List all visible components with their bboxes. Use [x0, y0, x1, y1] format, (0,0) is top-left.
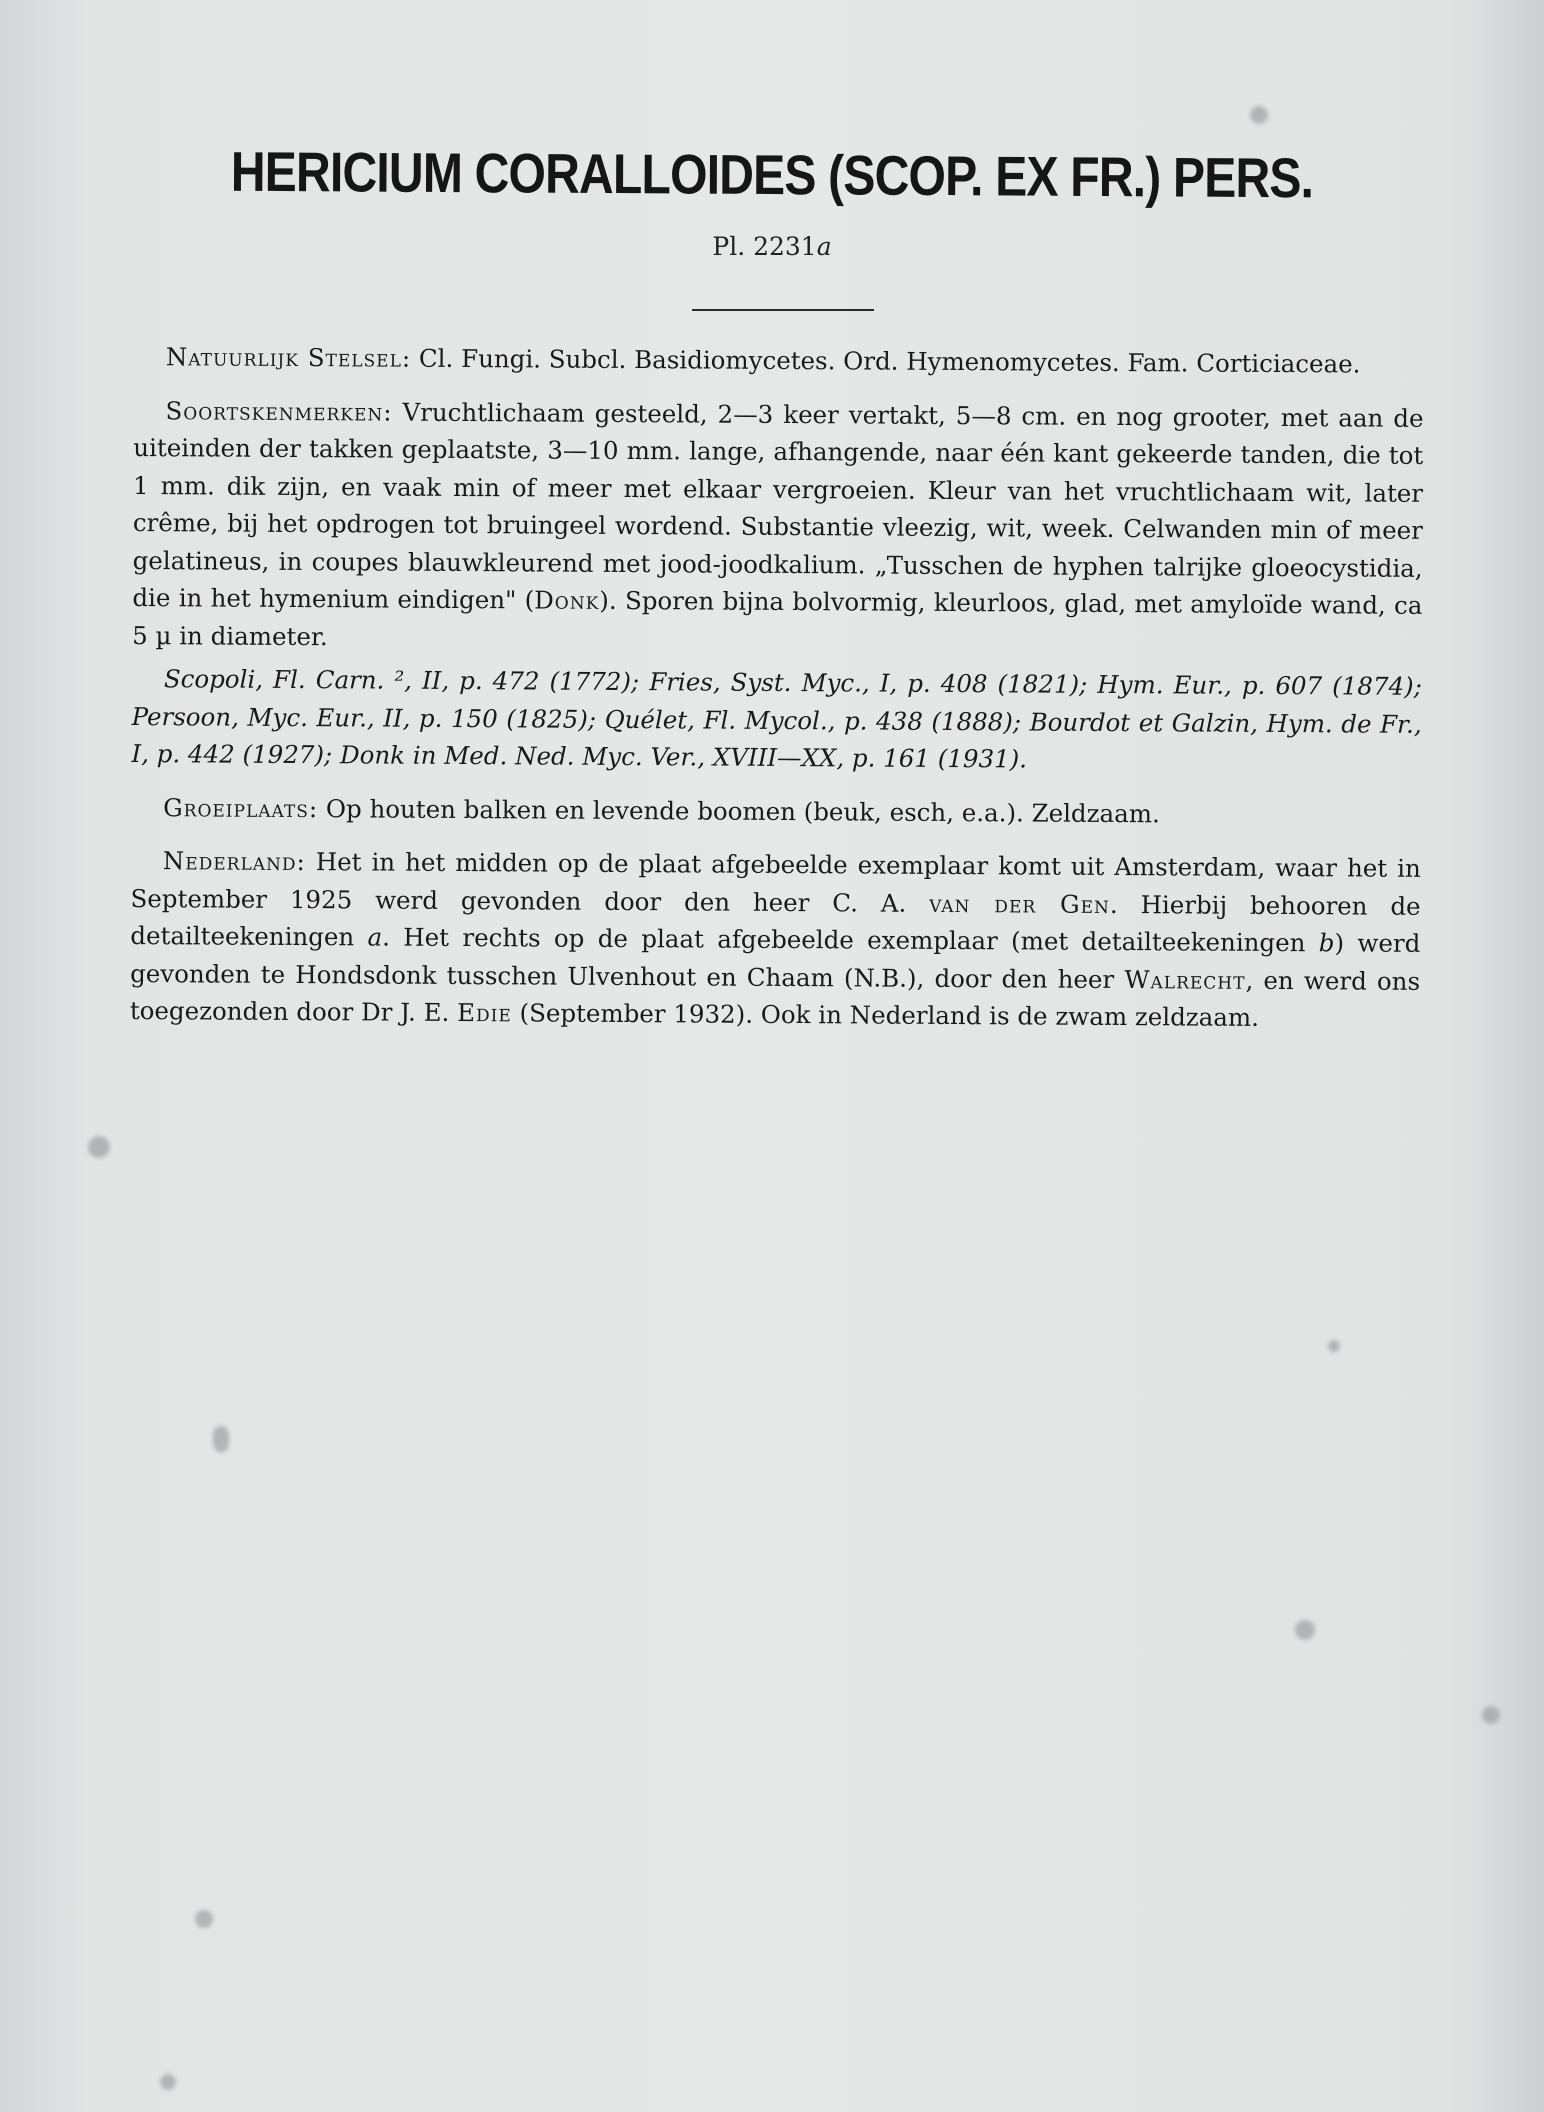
- author-donk: Donk: [534, 585, 600, 615]
- paragraph-literature: Scopoli, Fl. Carn. ², II, p. 472 (1772); Fries, Syst. Myc., I, p. 408 (1821); Hym. Eur., p. 607 (1874); Persoon, Myc. Eur., II, p. 150 (1825); Quélet, Fl. Mycol., p. 438 (1888); Bourdot et Galzin, Hym. de Fr., I, p. 442 (1927); Donk in Med. Ned. Myc. Ver., XVIII—XX, p. 161 (1931).: [131, 664, 1422, 774]
- plate-number: [0, 232, 1544, 261]
- label-nederland: Nederland:: [162, 846, 306, 877]
- name-edie: Edie: [457, 997, 512, 1028]
- text-natuurlijk-stelsel: Cl. Fungi. Subcl. Basidiomycetes. Ord. Hymenomycetes. Fam. Corticiaceae.: [411, 343, 1361, 379]
- document-body: [130, 338, 1424, 1053]
- paper-spot: [1295, 1620, 1315, 1640]
- name-walrecht: Walrecht: [1124, 964, 1246, 995]
- text-groeiplaats: Op houten balken en levende boomen (beuk, esch, e.a.). Zeldzaam.: [318, 793, 1160, 828]
- paper-spot: [160, 2074, 176, 2090]
- text-nederland-4: ) werd gevonden te Hondsdonk tusschen Ulvenhout en Chaam (N.B.), door den heer: [130, 928, 1421, 994]
- text-nederland-2: . Hierbij behooren de detailteekeningen: [130, 889, 1421, 952]
- label-soortskenmerken: Soortskenmerken:: [165, 395, 393, 427]
- text-soortskenmerken-2: ). Sporen bijna bolvormig, kleurloos, glad, met amyloïde wand, ca 5 µ in diameter.: [132, 585, 1423, 651]
- text-nederland-1: Het in het midden op de plaat afgebeelde exemplaar komt uit Amsterdam, waar het in September 1925 werd gevonden door den heer C. A.: [130, 847, 1421, 918]
- title-divider: [692, 309, 874, 311]
- paper-spot: [1328, 1340, 1340, 1352]
- paragraph-soortskenmerken: [132, 391, 1424, 661]
- label-groeiplaats: Groeiplaats:: [163, 792, 319, 823]
- species-title: HERICIUM CORALLOIDES (SCOP. EX FR.) PERS.: [230, 139, 1314, 210]
- paragraph-nederland: [130, 842, 1421, 1037]
- detail-b: b: [1318, 928, 1335, 958]
- paragraph-natuurlijk-stelsel: [134, 338, 1424, 383]
- text-nederland-6: (September 1932). Ook in Nederland is de zwam zeldzaam.: [511, 998, 1260, 1032]
- paper-spot: [88, 1136, 110, 1158]
- paragraph-groeiplaats: [131, 788, 1421, 833]
- paper-spot: [213, 1426, 229, 1452]
- detail-a: a: [367, 922, 383, 952]
- paper-spot: [1482, 1706, 1500, 1724]
- text-nederland-5: , en werd ons toegezonden door Dr J. E.: [129, 965, 1421, 1027]
- plate-suffix: a: [816, 232, 832, 261]
- paper-spot: [1250, 106, 1268, 124]
- text-soortskenmerken-1: Vruchtlichaam gesteeld, 2—3 keer vertakt, 5—8 cm. en nog grooter, met aan de uiteinden der takken geplaatste, 3—10 mm. lange, afhangende, naar één kant gekeerde tanden, die tot 1 mm. dik zijn, en vaak min of meer met elkaar vergroeien. Kleur van het vruchtlichaam wit, later crême, bij het opdrogen tot bruingeel wordend. Substantie vleezig, wit, week. Celwanden min of meer gelatineus, in coupes blauwkleurend met jood-joodkalium. „Tusschen de hyphen talrijke gloeocystidia, die in het hymenium eindigen" (: [132, 397, 1424, 615]
- text-nederland-3: . Het rechts op de plaat afgebeelde exemplaar (met detailteekeningen: [382, 922, 1319, 958]
- paper-spot: [195, 1910, 213, 1928]
- label-natuurlijk-stelsel: Natuurlijk Stelsel:: [165, 342, 412, 373]
- name-van-der-gen: van der Gen: [929, 888, 1111, 919]
- plate-prefix: Pl. 2231: [712, 232, 817, 261]
